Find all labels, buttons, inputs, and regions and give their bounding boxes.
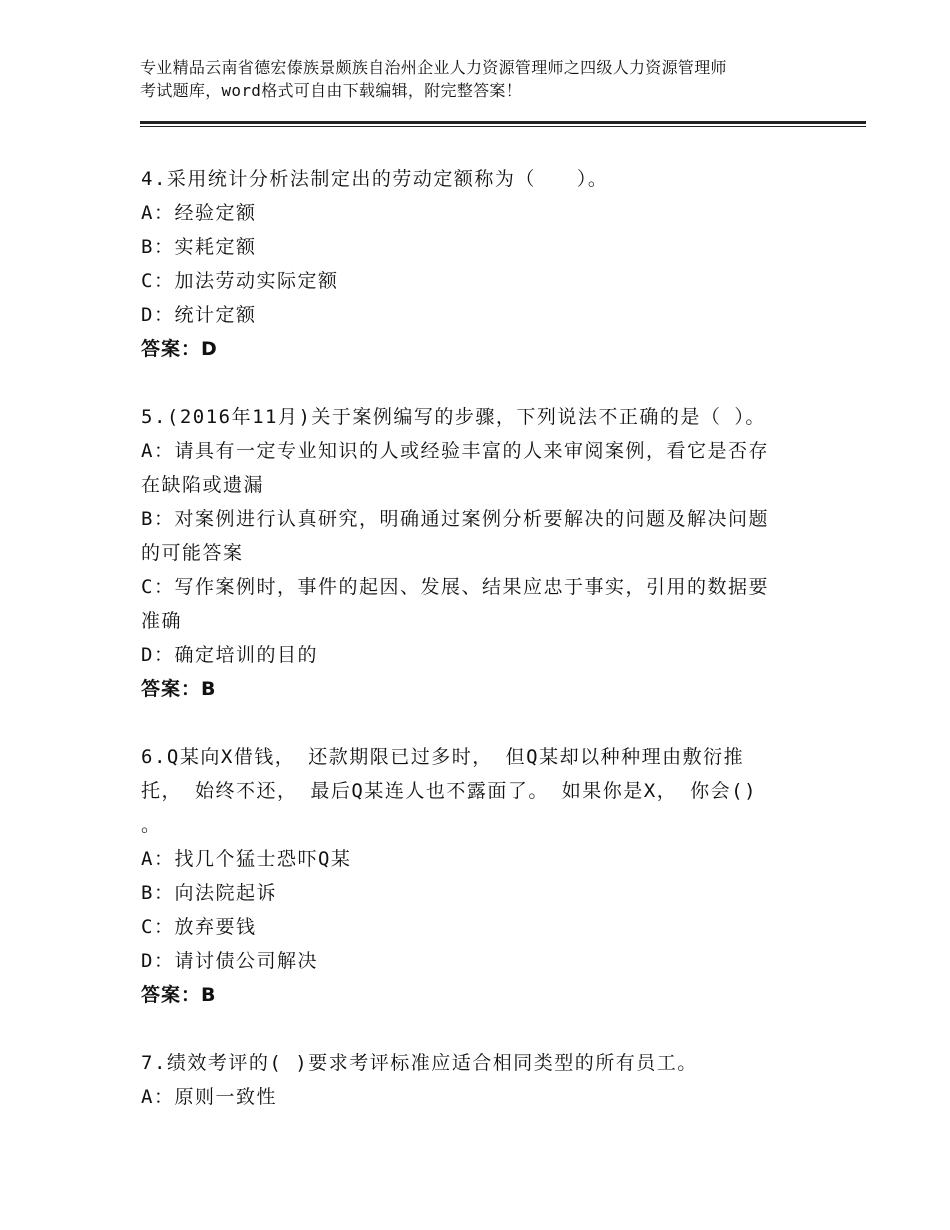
answer-value: B: [201, 678, 217, 700]
answer-row: [141, 672, 821, 706]
option-line: C：写作案例时，事件的起因、发展、结果应忠于事实，引用的数据要: [141, 576, 769, 598]
option-c: C：放弃要钱: [141, 916, 257, 938]
stem-line: 7.绩效考评的( )要求考评标准应适合相同类型的所有员工。: [141, 1052, 698, 1074]
option-b: [141, 502, 821, 570]
option-d: D：统计定额: [141, 304, 257, 326]
question-list: [141, 162, 821, 1148]
option-b: B：向法院起诉: [141, 882, 277, 904]
question-stem: [141, 400, 821, 434]
option-line: 的可能答案: [141, 542, 244, 564]
question-stem: [141, 1046, 821, 1080]
header-divider-thick: [140, 121, 866, 124]
option-a: [141, 434, 821, 502]
question-6: [141, 740, 821, 1012]
option-line: B：对案例进行认真研究，明确通过案例分析要解决的问题及解决问题: [141, 508, 769, 530]
answer-row: [141, 332, 821, 366]
header-title-line-1: 专业精品云南省德宏傣族景颇族自治州企业人力资源管理师之四级人力资源管理师: [140, 58, 727, 77]
stem-line: 。: [141, 814, 162, 836]
stem-line: 托， 始终不还， 最后Q某连人也不露面了。 如果你是X， 你会(): [141, 780, 758, 802]
header-title-line-2: 考试题库，word格式可自由下载编辑，附完整答案！: [140, 81, 523, 100]
answer-label: 答案：: [141, 678, 202, 700]
question-7: [141, 1046, 821, 1114]
answer-value: D: [201, 338, 218, 360]
question-4: [141, 162, 821, 366]
answer-value: B: [201, 984, 217, 1006]
option-c: C：加法劳动实际定额: [141, 270, 339, 292]
header-divider-thin: [140, 126, 866, 127]
stem-line: 4.采用统计分析法制定出的劳动定额称为（ ）。: [141, 168, 609, 190]
question-stem: [141, 162, 821, 196]
stem-line: 5.(2016年11月)关于案例编写的步骤，下列说法不正确的是（ ）。: [141, 406, 766, 428]
option-a: A：经验定额: [141, 202, 257, 224]
option-a: A：原则一致性: [141, 1086, 277, 1108]
option-line: 准确: [141, 610, 183, 632]
option-b: B：实耗定额: [141, 236, 257, 258]
answer-label: 答案：: [141, 338, 202, 360]
option-d: D：请讨债公司解决: [141, 950, 318, 972]
option-line: 在缺陷或遗漏: [141, 474, 265, 496]
answer-label: 答案：: [141, 984, 202, 1006]
question-stem: [141, 740, 821, 842]
answer-row: [141, 978, 821, 1012]
document-header: [140, 56, 830, 102]
stem-line: 6.Q某向X借钱， 还款期限已过多时， 但Q某却以种种理由敷衍推: [141, 746, 745, 768]
option-d: D：确定培训的目的: [141, 644, 318, 666]
option-a: A：找几个猛士恐吓Q某: [141, 848, 352, 870]
question-5: [141, 400, 821, 706]
option-c: [141, 570, 821, 638]
option-line: A：请具有一定专业知识的人或经验丰富的人来审阅案例，看它是否存: [141, 440, 769, 462]
